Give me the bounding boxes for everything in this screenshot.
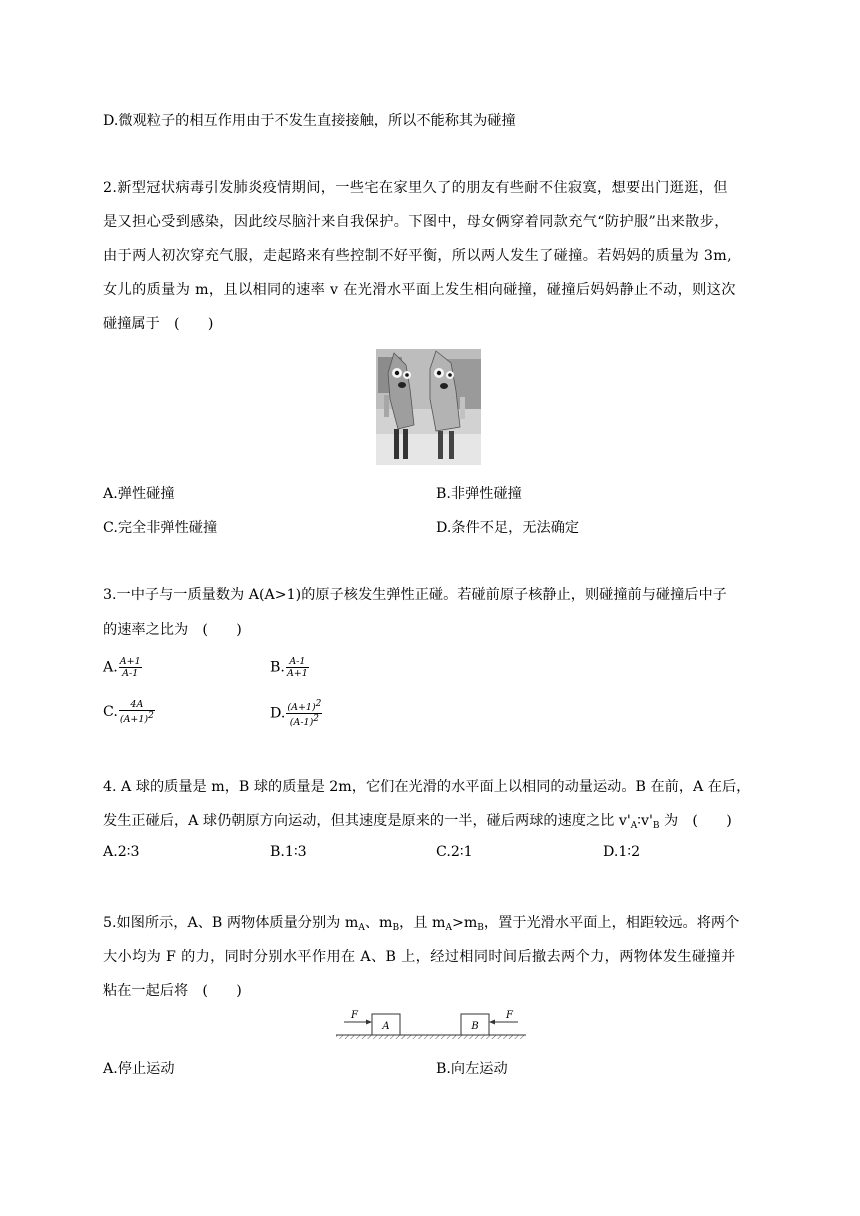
- block-b-label: B: [471, 1021, 479, 1032]
- block-a-label: A: [382, 1021, 390, 1032]
- q5-text-line-3: 粘在一起后将 ( ): [103, 983, 242, 999]
- q4-option-b: B.1∶3: [270, 844, 307, 860]
- q5-text-line-2: 大小均为 F 的力，同时分别水平作用在 A、B 上，经过相同时间后撤去两个力，两物体发生碰撞并: [103, 949, 736, 965]
- q3-option-a: A. $\frac{A+1}{A-1}$: [103, 656, 141, 679]
- q5-text-line-1: 5.如图所示，A、B 两物体质量分别为 $m_A$、$m_B$，且 $m_A>m_B$，置于光滑水平面上，相距较远。将两个: [103, 915, 740, 933]
- force-label-left: F: [351, 1010, 358, 1021]
- q3-option-b: B. $\frac{A-1}{A+1}$: [270, 656, 308, 679]
- force-blocks-diagram: [336, 1008, 526, 1042]
- q3-option-c: C. $\frac{4A}{(A+1)^2}$: [103, 699, 154, 726]
- q2-text-line-5: 碰撞属于 ( ): [103, 316, 214, 332]
- q2-text-line-4: 女儿的质量为 m，且以相同的速率 v 在光滑水平面上发生相向碰撞，碰撞后妈妈静止不动，则这次: [103, 282, 736, 298]
- q4-text-line-1: 4. A 球的质量是 m，B 球的质量是 2m，它们在光滑的水平面上以相同的动量运动。B 在前，A 在后，: [103, 779, 751, 795]
- force-label-right: F: [506, 1010, 513, 1021]
- q5-option-b: B.向左运动: [436, 1061, 508, 1077]
- fraction: $\frac{A+1}{A-1}$: [119, 656, 141, 679]
- q1-option-d: D.微观粒子的相互作用由于不发生直接接触，所以不能称其为碰撞: [103, 113, 516, 129]
- q3-text-line-2: 的速率之比为 ( ): [103, 622, 242, 638]
- q5-option-a: A.停止运动: [103, 1061, 175, 1077]
- q2-text-line-1: 2.新型冠状病毒引发肺炎疫情期间，一些宅在家里久了的朋友有些耐不住寂寞，想要出门逛逛，但: [103, 180, 728, 196]
- q3-text-line-1: 3.一中子与一质量数为 A(A>1)的原子核发生弹性正碰。若碰前原子核静止，则碰撞前与碰撞后中子: [103, 587, 727, 603]
- fraction: $\frac{A-1}{A+1}$: [286, 656, 308, 679]
- q2-option-b: B.非弹性碰撞: [436, 486, 522, 502]
- fraction: $\frac{(A+1)^2}{(A-1)^2}$: [287, 699, 322, 729]
- q4-option-c: C.2∶1: [436, 844, 473, 860]
- inflatable-costume-photo: [376, 349, 481, 465]
- q2-option-a: A.弹性碰撞: [103, 486, 175, 502]
- q4-option-a: A.2∶3: [103, 844, 140, 860]
- arrow-head-left-icon: [489, 1020, 495, 1025]
- q4-text-line-2: 发生正碰后，A 球仍朝原方向运动，但其速度是原来的一半，碰后两球的速度之比 $v'_A∶v'_B$ 为 ( ): [103, 813, 732, 831]
- q2-option-d: D.条件不足，无法确定: [436, 520, 580, 536]
- q4-option-d: D.1∶2: [603, 844, 641, 860]
- q2-text-line-3: 由于两人初次穿充气服，走起路来有些控制不好平衡，所以两人发生了碰撞。若妈妈的质量为 3m,: [103, 248, 732, 264]
- q3-option-d: D. $\frac{(A+1)^2}{(A-1)^2}$: [270, 699, 322, 729]
- q2-text-line-2: 是又担心受到感染，因此绞尽脑汁来自我保护。下图中，母女俩穿着同款充气“防护服”出来散步，: [103, 214, 729, 230]
- fraction: $\frac{4A}{(A+1)^2}$: [119, 699, 154, 726]
- ground-hatch: [336, 1035, 526, 1039]
- arrow-head-right-icon: [366, 1020, 372, 1025]
- q2-option-c: C.完全非弹性碰撞: [103, 520, 218, 536]
